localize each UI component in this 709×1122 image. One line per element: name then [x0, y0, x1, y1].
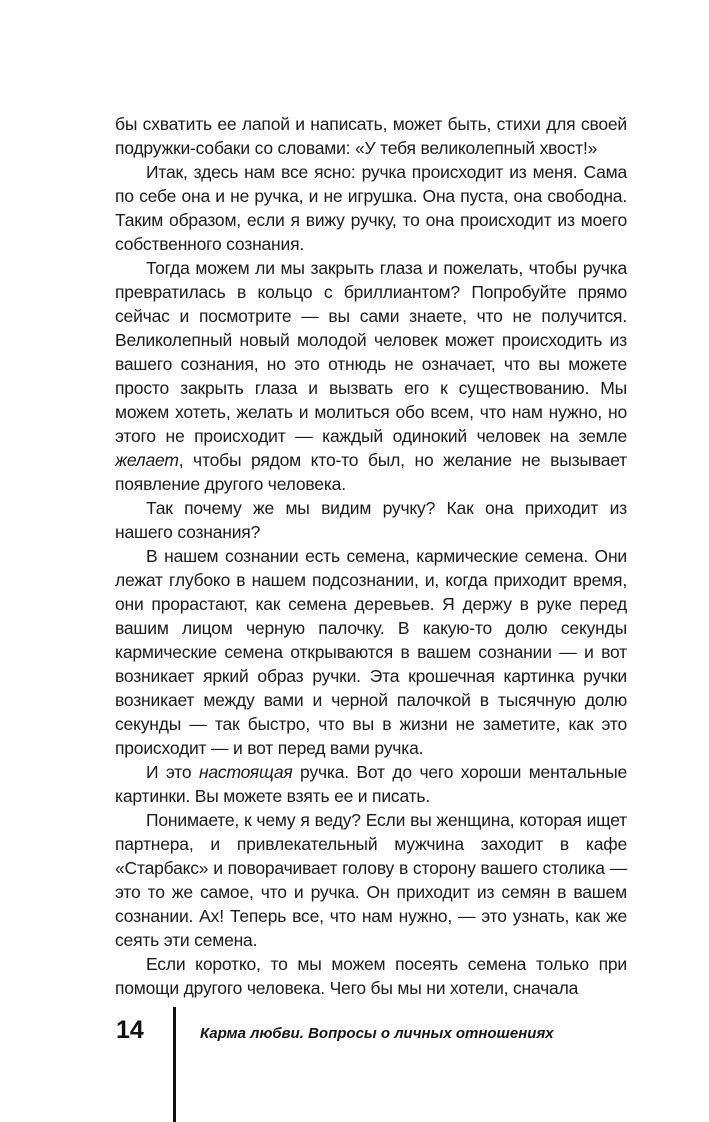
text-run: Если коротко, то мы можем посеять семена только при помощи другого человека. Чего бы мы ни хотели, сначала	[115, 954, 627, 998]
running-title: Карма любви. Вопросы о личных отношениях	[200, 1025, 554, 1042]
page-number: 14	[116, 1016, 144, 1044]
text-run: Так почему же мы видим ручку? Как она приходит из нашего сознания?	[115, 498, 627, 542]
text-run: Итак, здесь нам все ясно: ручка происходит из меня. Сама по себе она и не ручка, и не игрушка. Она пуста, она свободна. Таким образом, если я вижу ручку, то она происходит из моего собственного сознания.	[115, 162, 627, 254]
text-run: , чтобы рядом кто-то был, но желание не вызывает появление другого человека.	[115, 450, 627, 494]
text-run: И это	[146, 762, 199, 782]
page-text	[115, 112, 627, 1000]
paragraph	[115, 952, 627, 1000]
paragraph	[115, 544, 627, 760]
paragraph	[115, 112, 627, 160]
italic-text-run: желает	[115, 450, 179, 470]
footer-divider-rule	[173, 1007, 176, 1122]
text-run: ручка. Вот до чего хороши ментальные картинки. Вы можете взять ее и писать.	[115, 762, 627, 806]
text-run: Тогда можем ли мы закрыть глаза и пожелать, чтобы ручка превратилась в кольцо с бриллиантом? Попробуйте прямо сейчас и посмотрите — вы сами знаете, что не получится. Великолепный новый молодой человек может происходить из вашего сознания, но это отнюдь не означает, что вы можете просто закрыть глаза и вызвать его к существованию. Мы можем хотеть, желать и молиться обо всем, что нам нужно, но этого не происходит — каждый одинокий человек на земле	[115, 258, 627, 446]
italic-text-run: настоящая	[198, 762, 293, 782]
text-run: бы схватить ее лапой и написать, может быть, стихи для своей подружки-собаки со словами: «У тебя великолепный хвост!»	[115, 114, 627, 158]
paragraph	[115, 496, 627, 544]
paragraph	[115, 160, 627, 256]
paragraph	[115, 760, 627, 808]
text-run: Понимаете, к чему я веду? Если вы женщина, которая ищет партнера, и привлекательный мужчина заходит в кафе «Старбакс» и поворачивает голову в сторону вашего столика — это то же самое, что и ручка. Он приходит из семян в вашем сознании. Ах! Теперь все, что нам нужно, — это узнать, как же сеять эти семена.	[115, 810, 627, 950]
text-run: В нашем сознании есть семена, кармические семена. Они лежат глубоко в нашем подсознании, и, когда приходит время, они прорастают, как семена деревьев. Я держу в руке перед вашим лицом черную палочку. В какую-то долю секунды кармические семена открываются в вашем сознании — и вот возникает яркий образ ручки. Эта крошечная картинка ручки возникает между вами и черной палочкой в тысячную долю секунды — так быстро, что вы в жизни не заметите, как это происходит — и вот перед вами ручка.	[115, 546, 627, 758]
paragraph	[115, 808, 627, 952]
paragraph	[115, 256, 627, 496]
